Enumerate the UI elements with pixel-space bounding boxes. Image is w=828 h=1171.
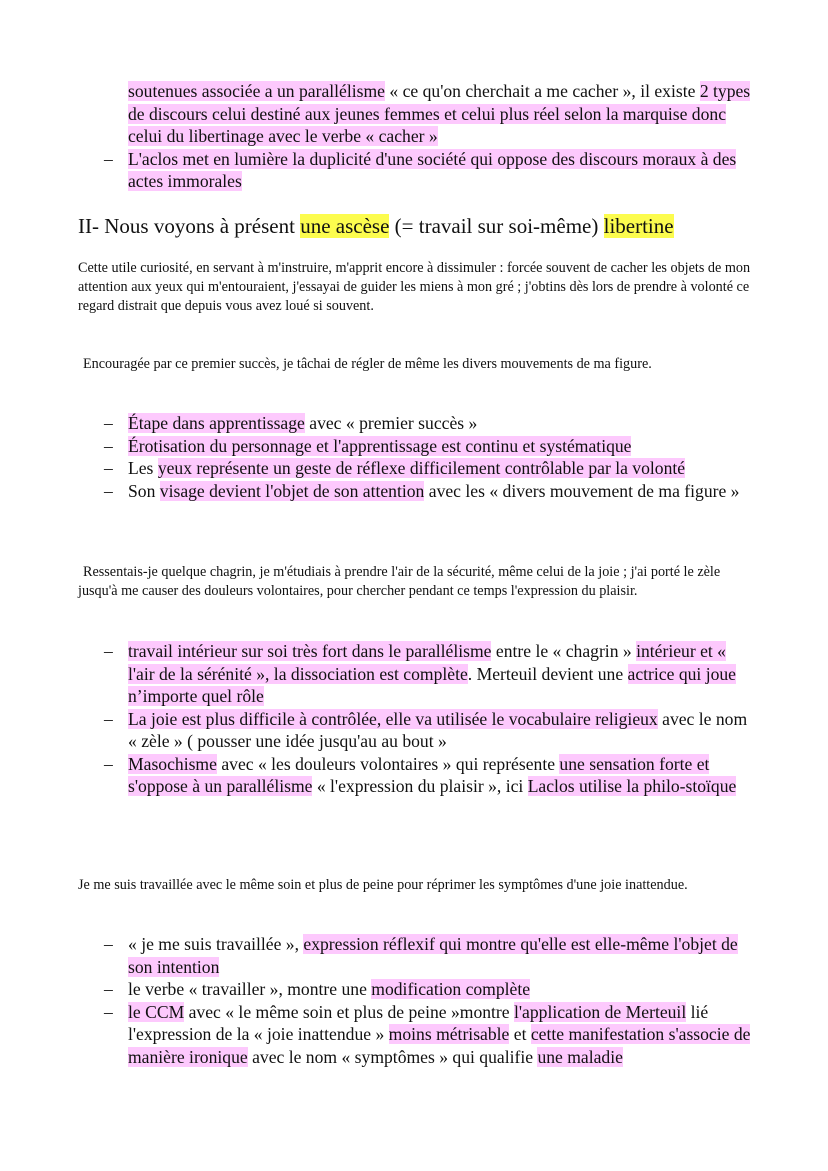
highlight: une maladie	[537, 1046, 623, 1067]
list-item: – Les yeux représente un geste de réflexe difficilement contrôlable par la volonté	[104, 457, 754, 480]
highlight: travail intérieur sur soi très fort dans le parallélisme	[128, 641, 492, 661]
list-item: – le CCM avec « le même soin et plus de peine »montre l'application de Merteuil lié l'expression de la « joie inattendue » moins métrisable et cette manifestation s'associe de manière ironique avec le nom « symptômes » qui qualifie une maladie	[104, 1001, 754, 1069]
highlight: Laclos utilise la philo-stoïque	[527, 776, 737, 796]
highlight: le vocabulaire religieux	[491, 708, 658, 729]
highlight: actrice qui joue n’importe quel rôle	[128, 663, 736, 706]
highlight: L'aclos met en lumière la duplicité d'une société qui oppose des discours moraux à des actes immorales	[128, 148, 737, 191]
highlight: 2 types de discours celui destiné aux jeunes femmes et celui plus réel selon la marquise donc celui du libertinage avec le verbe « cacher »	[128, 81, 751, 146]
top-list	[104, 80, 754, 193]
list-item: – Étape dans apprentissage avec « premier succès »	[104, 412, 754, 435]
highlight: intérieur et « l'air de la sérénité », la dissociation est complète	[128, 641, 726, 684]
list-item	[104, 435, 754, 458]
highlight: moins métrisable	[388, 1024, 510, 1044]
highlight: Érotisation du personnage et l'apprentissage est continu et systématique	[128, 435, 632, 456]
list-item: – « je me suis travaillée », expression réflexif qui montre qu'elle est elle-même l'objet de son intention	[104, 933, 754, 978]
highlight: le CCM	[128, 1001, 185, 1022]
list-item: – La joie est plus difficile à contrôlée, elle va utilisée le vocabulaire religieux avec le nom « zèle » ( pousser une idée jusqu'au au bout »	[104, 708, 754, 753]
analysis-list	[104, 933, 754, 1068]
list-item: – travail intérieur sur soi très fort dans le parallélisme entre le « chagrin » intérieur et « l'air de la sérénité », la dissociation est complète. Merteuil devient une actrice qui joue n’importe quel rôle	[104, 640, 754, 708]
section-heading: II- Nous voyons à présent une ascèse (= travail sur soi-même) libertine	[78, 214, 674, 238]
list-item: – Son visage devient l'objet de son attention avec les « divers mouvement de ma figure »	[104, 480, 754, 503]
list-item: soutenues associée a un parallélisme « ce qu'on cherchait a me cacher », il existe 2 types de discours celui destiné aux jeunes femmes et celui plus réel selon la marquise donc celui du libertinage avec le verbe « cacher »	[128, 81, 751, 146]
highlight: cette manifestation s'associe de manière ironique	[128, 1024, 751, 1067]
highlight: expression réflexif qui montre qu'elle est elle-même l'objet de son intention	[128, 934, 738, 977]
highlight: une sensation forte et s'oppose à un parallélisme	[128, 753, 710, 796]
highlight: Étape dans apprentissage	[128, 413, 305, 433]
analysis-list	[104, 640, 754, 798]
list-item	[104, 148, 754, 193]
highlight: soutenues associée a un parallélisme	[128, 81, 385, 101]
analysis-list	[104, 412, 754, 502]
highlight: yeux représente un geste de réflexe difficilement contrôlable par la volonté	[157, 458, 686, 478]
highlight: Masochisme	[128, 753, 217, 774]
highlight: La joie est plus difficile à contrôlée, elle va utilisée	[128, 708, 492, 729]
quote-paragraph: Ressentais-je quelque chagrin, je m'étudiais à prendre l'air de la sécurité, même celui de la joie ; j'ai porté le zèle jusqu'à me causer des douleurs volontaires, pour chercher pendant ce temps l'expression du plaisir.	[78, 564, 721, 599]
list-item: – le verbe « travailler », montre une modification complète	[104, 978, 754, 1001]
highlight: libertine	[603, 214, 674, 238]
quote-paragraph: Cette utile curiosité, en servant à m'instruire, m'apprit encore à dissimuler : forcée souvent de cacher les objets de mon attention aux yeux qui m'entouraient, j'essayai de guider les miens à mon gré ; j'obtins dès lors de prendre à volonté ce regard distrait que depuis vous avez loué si souvent.	[78, 260, 751, 314]
highlight: une ascèse	[300, 214, 390, 238]
quote-paragraph: Encouragée par ce premier succès, je tâchai de régler de même les divers mouvements de ma figure.	[83, 356, 652, 372]
highlight: modification complète	[371, 979, 531, 999]
highlight: visage devient l'objet de son attention	[159, 480, 425, 501]
highlight: l'application de Merteuil	[514, 1001, 687, 1022]
list-item: – Masochisme avec « les douleurs volontaires » qui représente une sensation forte et s'oppose à un parallélisme « l'expression du plaisir », ici Laclos utilise la philo-stoïque	[104, 753, 754, 798]
quote-paragraph: Je me suis travaillée avec le même soin et plus de peine pour réprimer les symptômes d'une joie inattendue.	[78, 877, 688, 893]
